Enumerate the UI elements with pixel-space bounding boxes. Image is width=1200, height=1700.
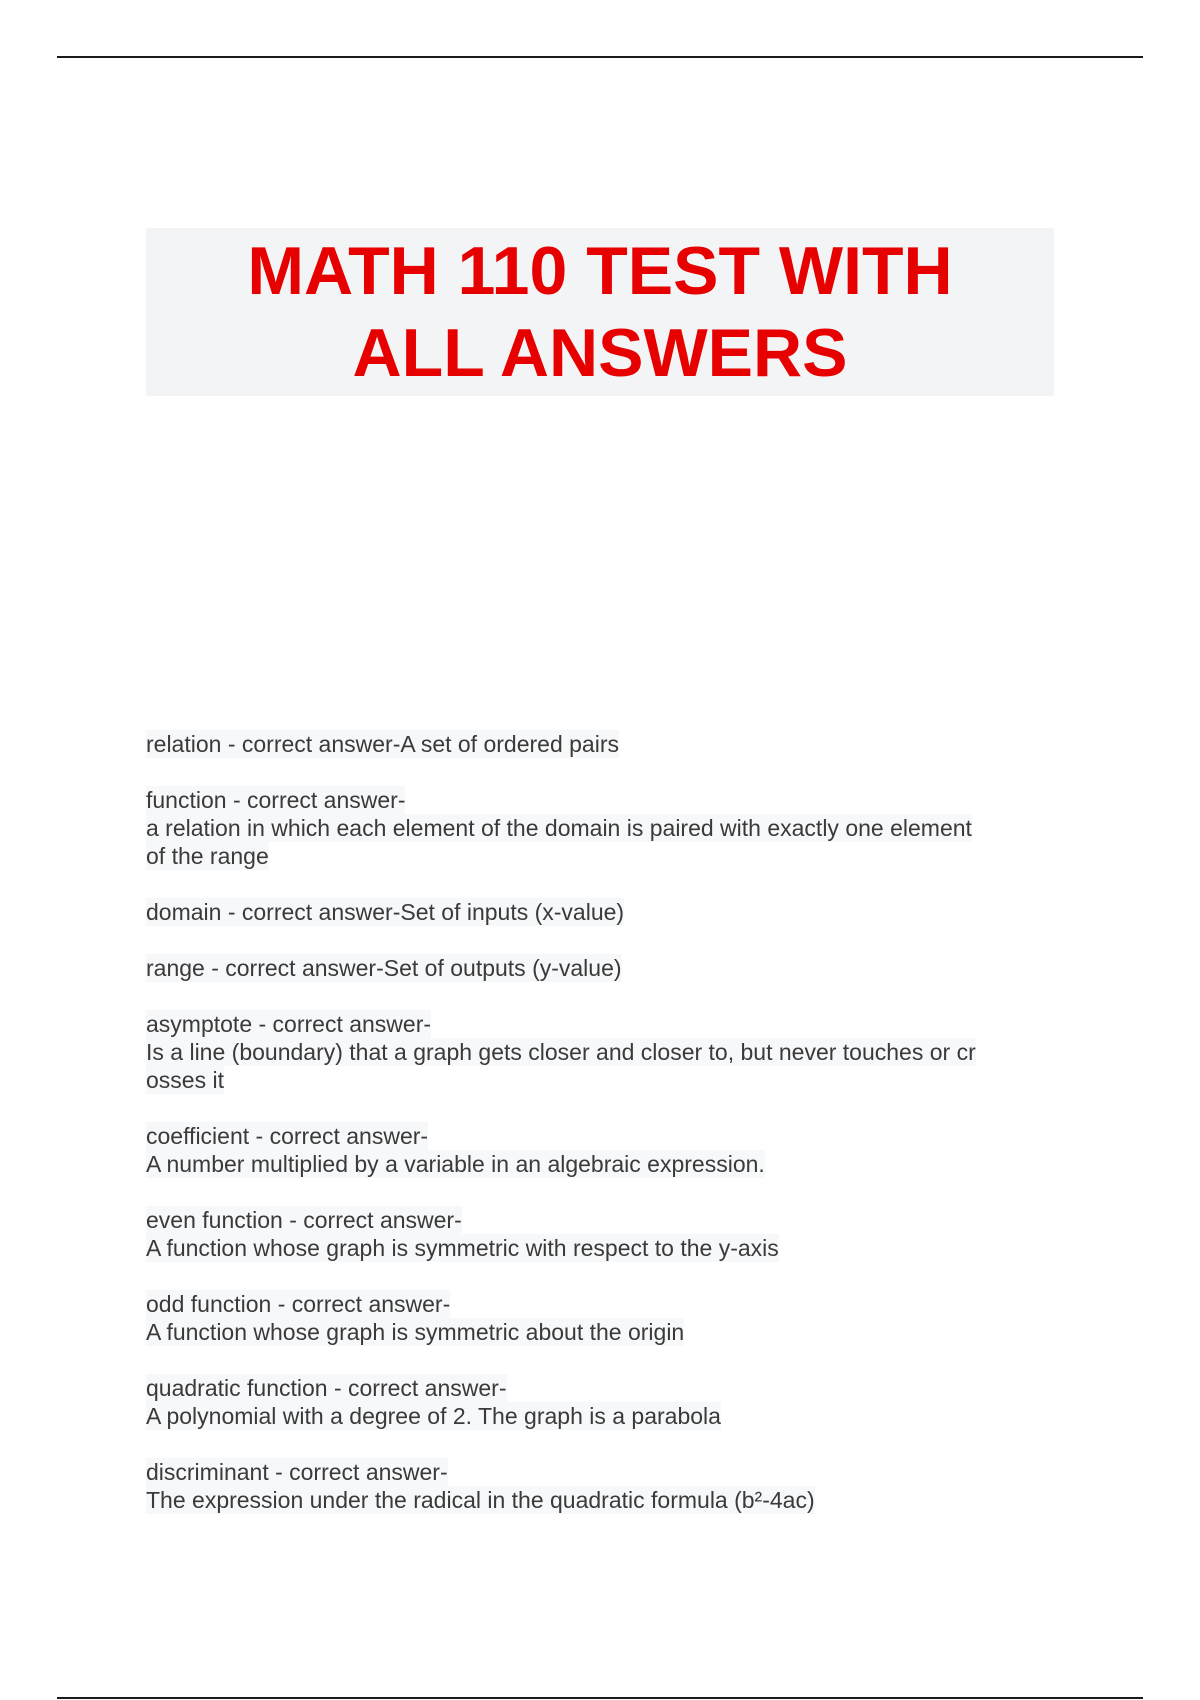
qa-entry-even-function	[146, 1206, 1056, 1262]
title-banner	[146, 228, 1054, 396]
entry-line: A function whose graph is symmetric about the origin	[146, 1319, 685, 1345]
entry-line: A function whose graph is symmetric with respect to the y-axis	[146, 1235, 779, 1261]
qa-entry-domain	[146, 898, 1056, 926]
bottom-rule	[57, 1697, 1143, 1699]
top-rule	[57, 56, 1143, 58]
entry-line: domain - correct answer-Set of inputs (x-value)	[146, 899, 625, 925]
entry-line: relation - correct answer-A set of ordered pairs	[146, 731, 619, 757]
qa-entry-relation	[146, 730, 1056, 758]
qa-entry-quadratic-function	[146, 1374, 1056, 1430]
entry-line: of the range	[146, 843, 269, 869]
entry-line: Is a line (boundary) that a graph gets closer and closer to, but never touches or cr	[146, 1039, 976, 1065]
entry-line: osses it	[146, 1067, 224, 1093]
entry-line: coefficient - correct answer-	[146, 1123, 429, 1149]
qa-entry-odd-function	[146, 1290, 1056, 1346]
entry-line: A number multiplied by a variable in an algebraic expression.	[146, 1151, 765, 1177]
entry-line: range - correct answer-Set of outputs (y-value)	[146, 955, 622, 981]
qa-entry-discriminant	[146, 1458, 1056, 1514]
title-line-1: MATH 110 TEST WITH	[247, 233, 953, 309]
entry-line: odd function - correct answer-	[146, 1291, 451, 1317]
entry-line: discriminant - correct answer-	[146, 1459, 448, 1485]
qa-entry-coefficient	[146, 1122, 1056, 1178]
entry-line: quadratic function - correct answer-	[146, 1375, 507, 1401]
qa-entry-range	[146, 954, 1056, 982]
entry-line: a relation in which each element of the domain is paired with exactly one element	[146, 815, 972, 841]
entry-line: A polynomial with a degree of 2. The graph is a parabola	[146, 1403, 721, 1429]
entry-line: function - correct answer-	[146, 787, 406, 813]
entry-line: even function - correct answer-	[146, 1207, 462, 1233]
qa-entry-function	[146, 786, 1056, 870]
entry-line: asymptote - correct answer-	[146, 1011, 432, 1037]
title-line-2: ALL ANSWERS	[352, 315, 848, 391]
qa-list	[146, 730, 1056, 1542]
qa-entry-asymptote	[146, 1010, 1056, 1094]
entry-line: The expression under the radical in the quadratic formula (b²-4ac)	[146, 1487, 815, 1513]
